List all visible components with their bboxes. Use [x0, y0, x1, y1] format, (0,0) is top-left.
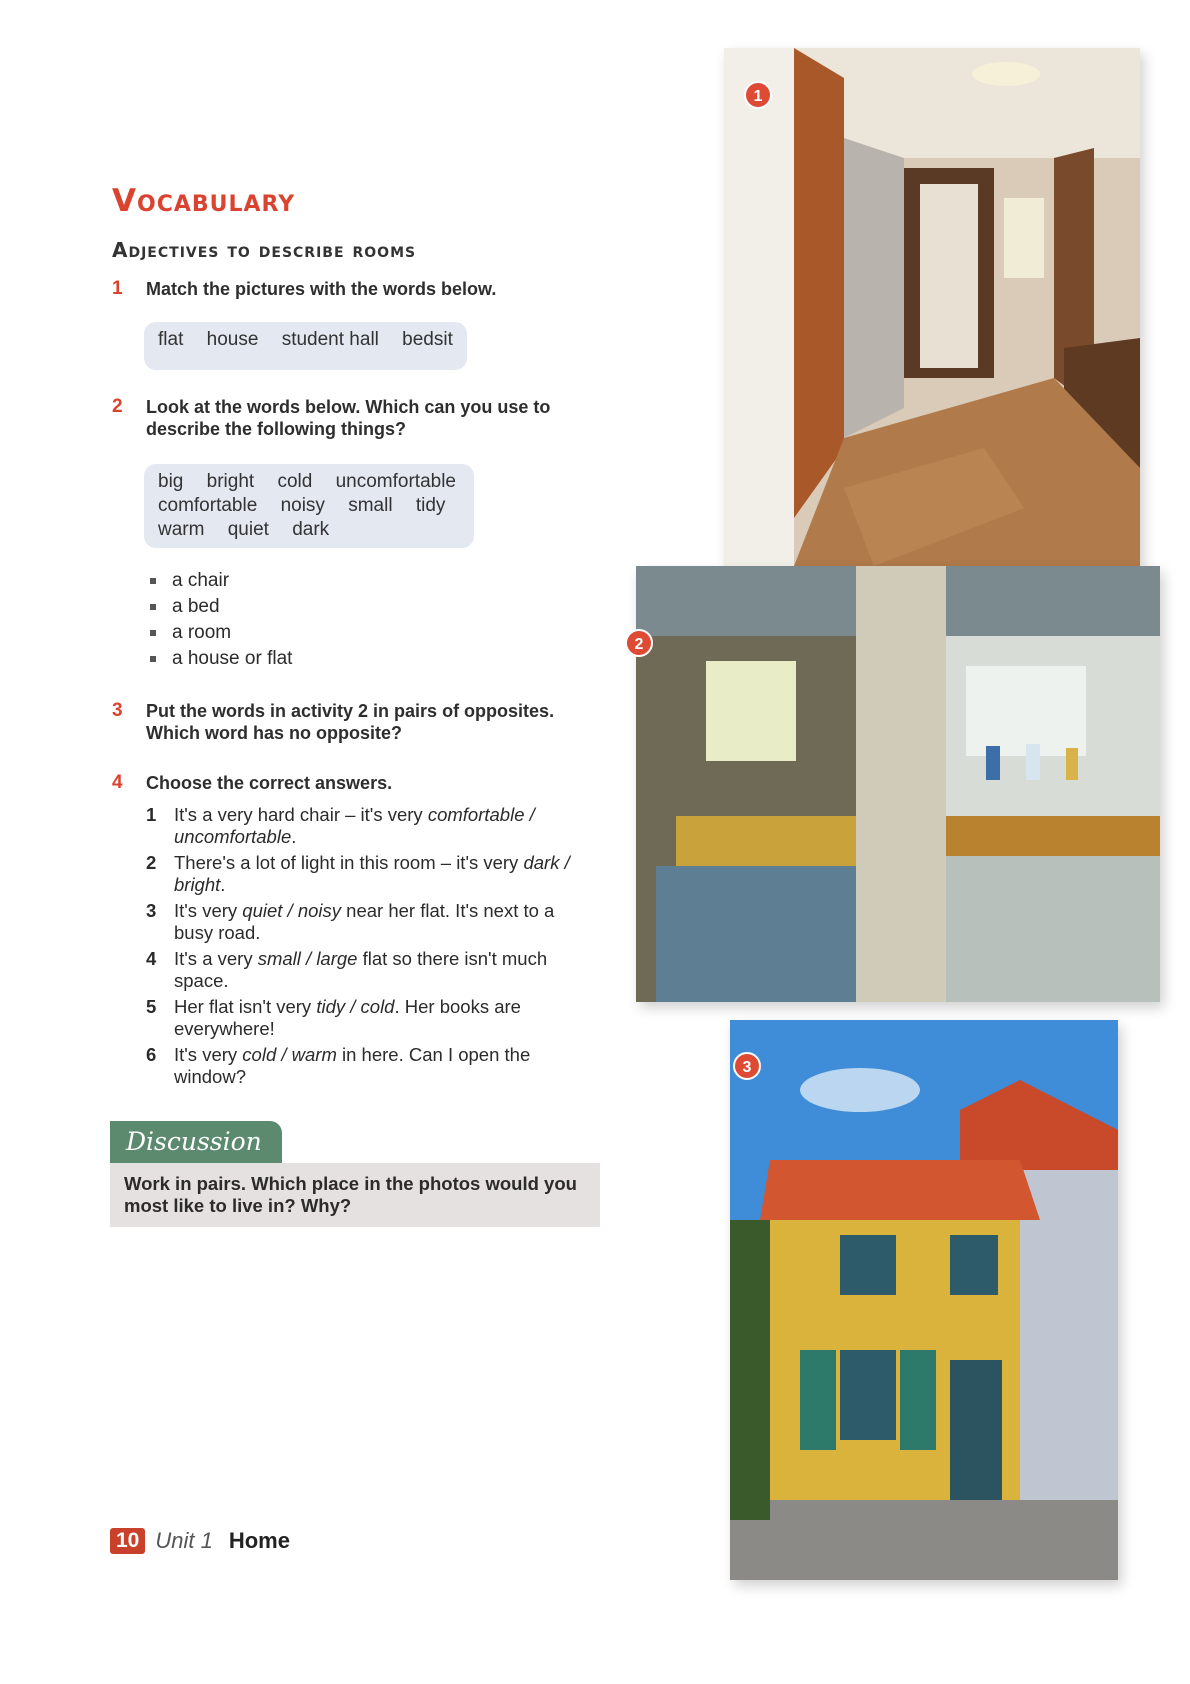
bedsit-illustration [636, 566, 1160, 1002]
section-title: Vocabulary [112, 183, 296, 219]
exercise-3-instruction [112, 700, 554, 744]
section-subtitle: Adjectives to describe rooms [112, 238, 417, 262]
unit-title: Home [228, 1528, 290, 1553]
hallway-illustration [724, 48, 1140, 566]
bullet-list [146, 568, 292, 672]
discussion-text: Work in pairs. Which place in the photos would you most like to live in? Why? [110, 1163, 600, 1227]
word: quiet [227, 519, 269, 540]
photo-badge: 3 [733, 1052, 761, 1080]
word: noisy [280, 495, 325, 516]
photo-hallway [724, 48, 1140, 566]
list-item: a room [146, 620, 292, 646]
word: dark [292, 519, 330, 540]
photo-house [730, 1020, 1118, 1580]
exercise-text: Look at the words below. Which can you use to [146, 397, 551, 417]
unit-label: Unit 1 [155, 1528, 213, 1553]
word-box-1 [144, 322, 467, 370]
word-box-2 [144, 464, 474, 548]
question-item: 4 It's a very small / large flat so there isn't much space. [146, 948, 548, 991]
question-item: 2 There's a lot of light in this room – it's very dark / bright. [146, 852, 570, 895]
question-list [146, 804, 589, 1092]
word: uncomfortable [335, 471, 456, 492]
exercise-number: 4 [112, 772, 123, 793]
word: student hall [281, 329, 379, 350]
exercise-text: describe the following things? [146, 419, 407, 439]
exercise-text: Choose the correct answers. [146, 773, 393, 793]
question-item: 5 Her flat isn't very tidy / cold. Her books are everywhere! [146, 996, 521, 1039]
exercise-text: Match the pictures with the words below. [146, 279, 497, 299]
list-item: a bed [146, 594, 292, 620]
word: tidy [415, 495, 446, 516]
page-footer [110, 1528, 290, 1554]
exercise-2-instruction [112, 396, 550, 440]
question-item: 6 It's very cold / warm in here. Can I open the window? [146, 1044, 531, 1087]
exercise-text: Which word has no opposite? [146, 723, 402, 743]
exercise-4-instruction [112, 772, 392, 794]
exercise-1-instruction [112, 278, 496, 300]
word: small [348, 495, 393, 516]
list-item: a house or flat [146, 646, 292, 672]
word: flat [158, 329, 184, 350]
discussion-label: Discussion [110, 1121, 282, 1163]
word: bedsit [402, 329, 453, 350]
word: big [158, 471, 184, 492]
photo-badge: 1 [744, 81, 772, 109]
page-number: 10 [110, 1528, 145, 1554]
exercise-text: Put the words in activity 2 in pairs of opposites. [146, 701, 555, 721]
question-item: 1 It's a very hard chair – it's very comfortable / uncomfortable. [146, 804, 535, 847]
word: cold [277, 471, 313, 492]
house-illustration [730, 1020, 1118, 1580]
photo-bedsit [636, 566, 1160, 1002]
list-item: a chair [146, 568, 292, 594]
photo-badge: 2 [625, 629, 653, 657]
exercise-number: 3 [112, 700, 123, 721]
exercise-number: 2 [112, 396, 123, 417]
exercise-number: 1 [112, 278, 123, 299]
word: comfortable [158, 495, 258, 516]
question-item: 3 It's very quiet / noisy near her flat. It's next to a busy road. [146, 900, 555, 943]
word: warm [158, 519, 205, 540]
word: house [206, 329, 259, 350]
word: bright [206, 471, 255, 492]
